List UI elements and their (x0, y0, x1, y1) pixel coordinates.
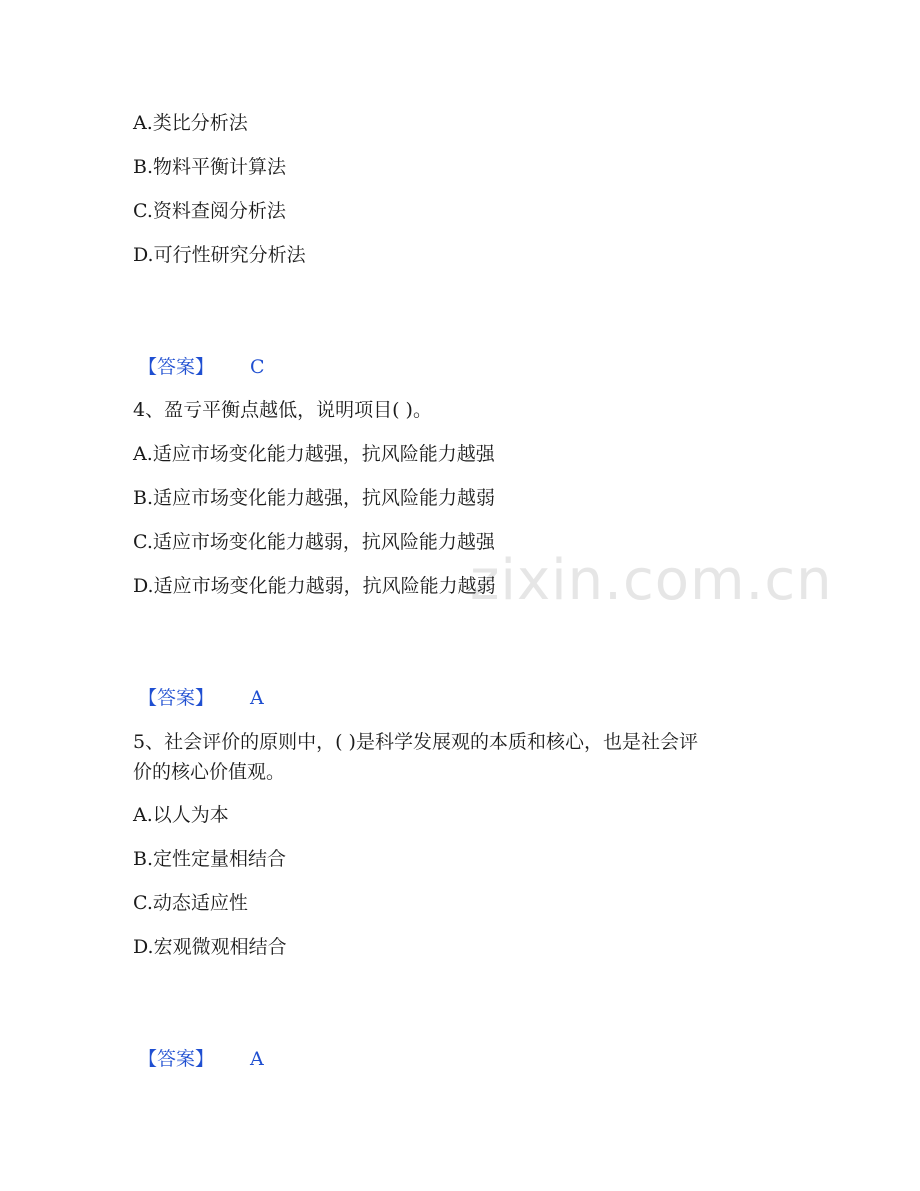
q3-option-d: D.可行性研究分析法 (133, 244, 306, 266)
q5-stem-line-2: 价的核心价值观。 (133, 761, 286, 783)
q5-answer (138, 1046, 264, 1072)
answer-value: A (250, 687, 264, 709)
q5-option-b: B.定性定量相结合 (133, 848, 287, 870)
answer-value: A (250, 1048, 264, 1070)
q5-option-a: A.以人为本 (133, 804, 229, 826)
answer-label: 【答案】 (138, 1048, 215, 1070)
q5-option-c: C.动态适应性 (133, 892, 248, 914)
watermark: zixin.com.cn (470, 548, 833, 613)
q4-option-a: A.适应市场变化能力越强，抗风险能力越强 (133, 443, 495, 465)
q4-stem: 4、盈亏平衡点越低，说明项目( )。 (133, 399, 432, 421)
answer-value: C (250, 356, 265, 378)
q4-option-c: C.适应市场变化能力越弱，抗风险能力越强 (133, 531, 495, 553)
q3-option-c: C.资料查阅分析法 (133, 200, 286, 222)
q3-option-a: A.类比分析法 (133, 112, 248, 134)
q3-option-b: B.物料平衡计算法 (133, 156, 287, 178)
q5-option-d: D.宏观微观相结合 (133, 936, 287, 958)
answer-label: 【答案】 (138, 687, 215, 709)
answer-label: 【答案】 (138, 356, 215, 378)
q3-answer (138, 354, 265, 380)
q4-answer (138, 685, 264, 711)
q4-option-d: D.适应市场变化能力越弱，抗风险能力越弱 (133, 575, 496, 597)
q5-stem-line-1: 5、社会评价的原则中，( )是科学发展观的本质和核心，也是社会评 (133, 731, 698, 753)
q4-option-b: B.适应市场变化能力越强，抗风险能力越弱 (133, 487, 496, 509)
